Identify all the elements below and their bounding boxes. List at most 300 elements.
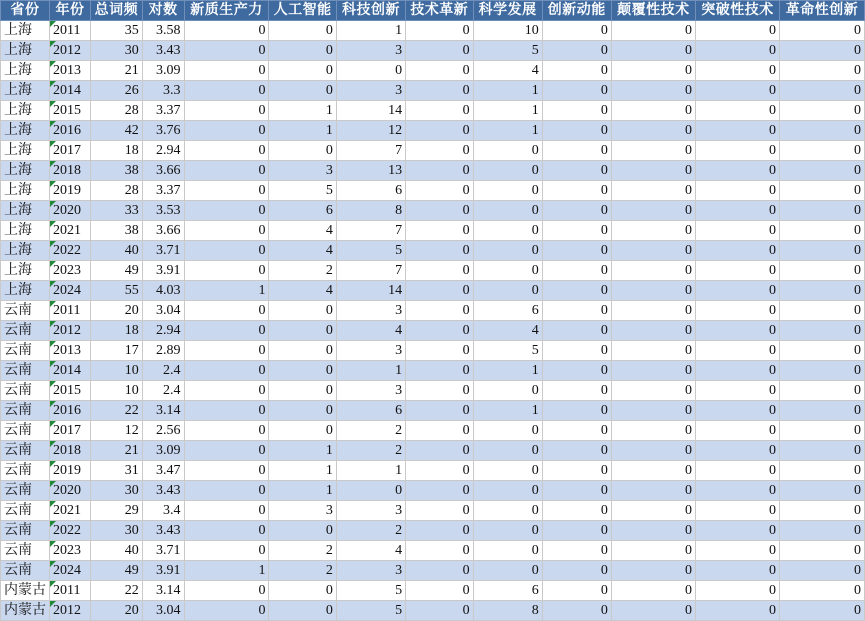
cell-value[interactable]: 0 [473,381,542,401]
cell-value[interactable]: 3.3 [142,81,184,101]
cell-value[interactable]: 14 [336,281,405,301]
cell-value[interactable]: 0 [780,521,865,541]
cell-value[interactable]: 0 [611,521,695,541]
cell-year[interactable]: 2012 [50,601,91,621]
cell-value[interactable]: 0 [406,21,473,41]
cell-province[interactable]: 上海 [1,201,50,221]
cell-value[interactable]: 0 [695,301,779,321]
cell-value[interactable]: 30 [90,481,142,501]
cell-province[interactable]: 上海 [1,241,50,261]
cell-value[interactable]: 0 [406,101,473,121]
cell-value[interactable]: 0 [542,361,611,381]
cell-value[interactable]: 49 [90,261,142,281]
cell-year[interactable]: 2019 [50,461,91,481]
cell-year[interactable]: 2016 [50,121,91,141]
cell-year[interactable]: 2019 [50,181,91,201]
cell-value[interactable]: 0 [184,101,269,121]
cell-value[interactable]: 0 [695,221,779,241]
cell-value[interactable]: 0 [406,561,473,581]
cell-value[interactable]: 6 [336,181,405,201]
cell-value[interactable]: 0 [780,541,865,561]
cell-value[interactable]: 0 [542,141,611,161]
cell-value[interactable]: 3.71 [142,541,184,561]
cell-value[interactable]: 18 [90,141,142,161]
cell-value[interactable]: 0 [406,61,473,81]
cell-value[interactable]: 0 [184,221,269,241]
cell-province[interactable]: 云南 [1,421,50,441]
cell-value[interactable]: 3.04 [142,301,184,321]
cell-value[interactable]: 0 [611,401,695,421]
cell-value[interactable]: 0 [542,601,611,621]
cell-value[interactable]: 29 [90,501,142,521]
cell-value[interactable]: 0 [473,241,542,261]
cell-value[interactable]: 0 [695,561,779,581]
cell-value[interactable]: 20 [90,601,142,621]
cell-value[interactable]: 0 [473,501,542,521]
cell-province[interactable]: 云南 [1,401,50,421]
cell-value[interactable]: 3.09 [142,441,184,461]
cell-value[interactable]: 0 [695,601,779,621]
cell-value[interactable]: 0 [611,161,695,181]
cell-value[interactable]: 0 [695,361,779,381]
cell-value[interactable]: 0 [780,81,865,101]
cell-value[interactable]: 2.56 [142,421,184,441]
cell-value[interactable]: 0 [473,221,542,241]
cell-value[interactable]: 6 [336,401,405,421]
cell-value[interactable]: 0 [695,181,779,201]
cell-value[interactable]: 21 [90,61,142,81]
cell-value[interactable]: 3.43 [142,521,184,541]
cell-value[interactable]: 0 [184,481,269,501]
cell-value[interactable]: 0 [184,321,269,341]
cell-value[interactable]: 0 [406,461,473,481]
cell-value[interactable]: 0 [780,461,865,481]
cell-value[interactable]: 0 [542,461,611,481]
cell-year[interactable]: 2020 [50,481,91,501]
cell-year[interactable]: 2013 [50,341,91,361]
cell-value[interactable]: 0 [406,121,473,141]
cell-value[interactable]: 0 [406,581,473,601]
cell-value[interactable]: 0 [695,421,779,441]
cell-value[interactable]: 8 [336,201,405,221]
header-year[interactable]: 年份 [50,1,91,21]
header-province[interactable]: 省份 [1,1,50,21]
cell-province[interactable]: 云南 [1,361,50,381]
cell-province[interactable]: 内蒙古 [1,601,50,621]
cell-value[interactable]: 0 [542,221,611,241]
cell-value[interactable]: 3 [336,41,405,61]
cell-value[interactable]: 0 [695,61,779,81]
cell-value[interactable]: 0 [473,481,542,501]
cell-value[interactable]: 0 [336,481,405,501]
cell-value[interactable]: 2 [336,421,405,441]
cell-year[interactable]: 2015 [50,101,91,121]
cell-value[interactable]: 2 [269,541,336,561]
cell-value[interactable]: 0 [184,461,269,481]
cell-value[interactable]: 3.4 [142,501,184,521]
cell-province[interactable]: 上海 [1,61,50,81]
cell-value[interactable]: 1 [184,561,269,581]
cell-value[interactable]: 0 [406,501,473,521]
cell-value[interactable]: 3 [336,81,405,101]
cell-value[interactable]: 6 [269,201,336,221]
cell-value[interactable]: 0 [695,81,779,101]
cell-value[interactable]: 3.91 [142,561,184,581]
cell-value[interactable]: 2.94 [142,141,184,161]
cell-value[interactable]: 28 [90,181,142,201]
cell-value[interactable]: 0 [184,141,269,161]
cell-value[interactable]: 0 [473,181,542,201]
cell-value[interactable]: 0 [184,161,269,181]
cell-value[interactable]: 0 [406,281,473,301]
cell-value[interactable]: 3.09 [142,61,184,81]
cell-value[interactable]: 0 [184,81,269,101]
cell-value[interactable]: 0 [611,481,695,501]
cell-value[interactable]: 0 [406,41,473,61]
cell-value[interactable]: 10 [473,21,542,41]
cell-value[interactable]: 40 [90,241,142,261]
cell-value[interactable]: 1 [269,441,336,461]
cell-value[interactable]: 33 [90,201,142,221]
cell-value[interactable]: 0 [611,41,695,61]
cell-value[interactable]: 49 [90,561,142,581]
cell-value[interactable]: 4 [269,241,336,261]
cell-year[interactable]: 2012 [50,41,91,61]
cell-province[interactable]: 上海 [1,221,50,241]
cell-province[interactable]: 上海 [1,261,50,281]
cell-value[interactable]: 0 [542,281,611,301]
cell-province[interactable]: 上海 [1,181,50,201]
cell-value[interactable]: 0 [695,281,779,301]
cell-value[interactable]: 38 [90,161,142,181]
cell-value[interactable]: 0 [695,541,779,561]
cell-province[interactable]: 云南 [1,541,50,561]
cell-value[interactable]: 0 [184,401,269,421]
cell-value[interactable]: 4 [269,281,336,301]
cell-province[interactable]: 上海 [1,141,50,161]
cell-year[interactable]: 2017 [50,141,91,161]
header-revolutionary-innovation[interactable]: 革命性创新 [780,1,865,21]
cell-value[interactable]: 0 [780,401,865,421]
cell-value[interactable]: 0 [542,41,611,61]
cell-value[interactable]: 0 [473,461,542,481]
cell-value[interactable]: 0 [611,501,695,521]
cell-value[interactable]: 40 [90,541,142,561]
header-innovation-momentum[interactable]: 创新动能 [542,1,611,21]
cell-value[interactable]: 0 [611,601,695,621]
cell-value[interactable]: 0 [473,281,542,301]
cell-value[interactable]: 0 [473,521,542,541]
cell-value[interactable]: 0 [780,561,865,581]
cell-value[interactable]: 0 [269,421,336,441]
cell-value[interactable]: 1 [269,461,336,481]
cell-value[interactable]: 30 [90,41,142,61]
cell-value[interactable]: 1 [473,121,542,141]
cell-value[interactable]: 0 [611,301,695,321]
cell-year[interactable]: 2020 [50,201,91,221]
cell-value[interactable]: 7 [336,221,405,241]
cell-province[interactable]: 上海 [1,81,50,101]
cell-value[interactable]: 0 [611,81,695,101]
cell-value[interactable]: 0 [611,281,695,301]
cell-value[interactable]: 0 [611,141,695,161]
cell-value[interactable]: 0 [184,61,269,81]
cell-value[interactable]: 3.04 [142,601,184,621]
cell-value[interactable]: 6 [473,581,542,601]
cell-value[interactable]: 0 [406,521,473,541]
cell-value[interactable]: 0 [336,61,405,81]
cell-province[interactable]: 云南 [1,441,50,461]
cell-value[interactable]: 0 [542,481,611,501]
cell-value[interactable]: 35 [90,21,142,41]
cell-value[interactable]: 0 [406,301,473,321]
cell-value[interactable]: 0 [406,401,473,421]
cell-value[interactable]: 0 [184,41,269,61]
cell-value[interactable]: 0 [780,481,865,501]
cell-value[interactable]: 1 [473,81,542,101]
cell-value[interactable]: 20 [90,301,142,321]
cell-value[interactable]: 3 [336,501,405,521]
cell-value[interactable]: 0 [542,181,611,201]
cell-value[interactable]: 0 [695,201,779,221]
cell-value[interactable]: 1 [473,361,542,381]
cell-year[interactable]: 2011 [50,581,91,601]
cell-year[interactable]: 2014 [50,81,91,101]
cell-value[interactable]: 0 [780,141,865,161]
header-log[interactable]: 对数 [142,1,184,21]
cell-value[interactable]: 0 [611,221,695,241]
cell-value[interactable]: 0 [184,201,269,221]
cell-value[interactable]: 2 [269,561,336,581]
cell-value[interactable]: 0 [542,541,611,561]
cell-value[interactable]: 0 [695,101,779,121]
cell-value[interactable]: 1 [336,21,405,41]
cell-value[interactable]: 0 [780,441,865,461]
cell-value[interactable]: 0 [184,341,269,361]
header-new-quality-productivity[interactable]: 新质生产力 [184,1,269,21]
cell-value[interactable]: 1 [269,481,336,501]
cell-value[interactable]: 0 [269,361,336,381]
cell-value[interactable]: 0 [184,581,269,601]
cell-year[interactable]: 2018 [50,441,91,461]
cell-value[interactable]: 0 [780,321,865,341]
cell-province[interactable]: 云南 [1,521,50,541]
cell-value[interactable]: 42 [90,121,142,141]
cell-value[interactable]: 0 [269,401,336,421]
cell-value[interactable]: 0 [611,181,695,201]
cell-value[interactable]: 0 [406,181,473,201]
cell-value[interactable]: 3 [336,301,405,321]
cell-value[interactable]: 0 [611,241,695,261]
cell-value[interactable]: 0 [269,21,336,41]
cell-province[interactable]: 云南 [1,321,50,341]
cell-value[interactable]: 3.91 [142,261,184,281]
cell-value[interactable]: 7 [336,141,405,161]
cell-value[interactable]: 0 [695,501,779,521]
cell-value[interactable]: 0 [780,341,865,361]
cell-province[interactable]: 上海 [1,121,50,141]
cell-value[interactable]: 0 [695,341,779,361]
cell-value[interactable]: 0 [695,121,779,141]
cell-value[interactable]: 0 [611,261,695,281]
cell-value[interactable]: 0 [780,261,865,281]
cell-value[interactable]: 0 [780,21,865,41]
cell-value[interactable]: 0 [184,181,269,201]
cell-value[interactable]: 0 [542,21,611,41]
cell-province[interactable]: 云南 [1,561,50,581]
cell-value[interactable]: 0 [406,541,473,561]
cell-value[interactable]: 10 [90,381,142,401]
cell-value[interactable]: 10 [90,361,142,381]
cell-value[interactable]: 0 [611,341,695,361]
cell-value[interactable]: 1 [473,401,542,421]
cell-value[interactable]: 0 [542,101,611,121]
cell-province[interactable]: 上海 [1,161,50,181]
cell-value[interactable]: 4 [336,321,405,341]
cell-value[interactable]: 14 [336,101,405,121]
cell-value[interactable]: 0 [780,361,865,381]
cell-value[interactable]: 31 [90,461,142,481]
cell-value[interactable]: 0 [473,561,542,581]
header-sci-development[interactable]: 科学发展 [473,1,542,21]
cell-year[interactable]: 2017 [50,421,91,441]
cell-value[interactable]: 3.58 [142,21,184,41]
cell-value[interactable]: 22 [90,401,142,421]
cell-province[interactable]: 内蒙古 [1,581,50,601]
cell-value[interactable]: 2 [269,261,336,281]
cell-value[interactable]: 0 [473,421,542,441]
cell-value[interactable]: 0 [780,501,865,521]
cell-value[interactable]: 0 [542,501,611,521]
cell-value[interactable]: 1 [336,461,405,481]
cell-value[interactable]: 28 [90,101,142,121]
cell-value[interactable]: 21 [90,441,142,461]
cell-province[interactable]: 云南 [1,341,50,361]
cell-value[interactable]: 0 [780,161,865,181]
cell-value[interactable]: 0 [542,581,611,601]
cell-value[interactable]: 0 [269,341,336,361]
cell-year[interactable]: 2024 [50,281,91,301]
cell-value[interactable]: 0 [406,261,473,281]
cell-value[interactable]: 0 [611,541,695,561]
cell-value[interactable]: 0 [184,241,269,261]
cell-value[interactable]: 5 [473,41,542,61]
cell-value[interactable]: 3.37 [142,181,184,201]
cell-value[interactable]: 0 [780,121,865,141]
cell-value[interactable]: 0 [184,601,269,621]
cell-value[interactable]: 0 [542,421,611,441]
cell-value[interactable]: 0 [611,21,695,41]
cell-value[interactable]: 1 [269,121,336,141]
cell-value[interactable]: 5 [269,181,336,201]
cell-year[interactable]: 2024 [50,561,91,581]
cell-value[interactable]: 4 [473,321,542,341]
cell-value[interactable]: 0 [473,441,542,461]
cell-value[interactable]: 0 [542,521,611,541]
cell-value[interactable]: 0 [695,381,779,401]
cell-value[interactable]: 0 [695,241,779,261]
cell-value[interactable]: 0 [542,301,611,321]
header-total-frequency[interactable]: 总词频 [90,1,142,21]
cell-value[interactable]: 0 [542,121,611,141]
cell-value[interactable]: 0 [780,281,865,301]
cell-value[interactable]: 0 [695,581,779,601]
cell-value[interactable]: 0 [406,141,473,161]
cell-value[interactable]: 0 [542,161,611,181]
cell-value[interactable]: 0 [269,141,336,161]
cell-value[interactable]: 0 [611,101,695,121]
cell-year[interactable]: 2013 [50,61,91,81]
cell-value[interactable]: 0 [406,341,473,361]
cell-value[interactable]: 12 [336,121,405,141]
cell-year[interactable]: 2014 [50,361,91,381]
cell-value[interactable]: 1 [473,101,542,121]
cell-value[interactable]: 0 [542,201,611,221]
cell-value[interactable]: 0 [184,521,269,541]
cell-value[interactable]: 0 [269,521,336,541]
cell-province[interactable]: 上海 [1,41,50,61]
cell-value[interactable]: 0 [542,441,611,461]
cell-value[interactable]: 8 [473,601,542,621]
cell-value[interactable]: 0 [611,561,695,581]
cell-value[interactable]: 0 [473,201,542,221]
cell-province[interactable]: 上海 [1,281,50,301]
cell-province[interactable]: 云南 [1,461,50,481]
cell-value[interactable]: 12 [90,421,142,441]
cell-value[interactable]: 2.94 [142,321,184,341]
cell-value[interactable]: 0 [611,201,695,221]
cell-value[interactable]: 0 [473,261,542,281]
cell-value[interactable]: 0 [695,481,779,501]
cell-value[interactable]: 0 [611,61,695,81]
cell-value[interactable]: 3 [336,381,405,401]
cell-province[interactable]: 云南 [1,501,50,521]
cell-value[interactable]: 0 [780,61,865,81]
cell-province[interactable]: 云南 [1,301,50,321]
cell-value[interactable]: 0 [184,441,269,461]
cell-value[interactable]: 3 [269,161,336,181]
cell-value[interactable]: 0 [406,81,473,101]
cell-value[interactable]: 0 [406,441,473,461]
cell-province[interactable]: 上海 [1,101,50,121]
cell-value[interactable]: 1 [184,281,269,301]
cell-value[interactable]: 0 [269,381,336,401]
cell-value[interactable]: 0 [611,581,695,601]
cell-value[interactable]: 3.43 [142,41,184,61]
cell-year[interactable]: 2022 [50,241,91,261]
cell-value[interactable]: 0 [542,381,611,401]
cell-value[interactable]: 0 [780,421,865,441]
cell-value[interactable]: 0 [406,481,473,501]
cell-value[interactable]: 2.89 [142,341,184,361]
cell-value[interactable]: 0 [780,221,865,241]
cell-value[interactable]: 0 [611,381,695,401]
cell-value[interactable]: 13 [336,161,405,181]
cell-year[interactable]: 2012 [50,321,91,341]
cell-value[interactable]: 0 [473,541,542,561]
cell-year[interactable]: 2011 [50,21,91,41]
cell-value[interactable]: 0 [695,321,779,341]
cell-value[interactable]: 1 [269,101,336,121]
cell-value[interactable]: 0 [184,301,269,321]
cell-value[interactable]: 5 [336,581,405,601]
cell-value[interactable]: 0 [473,161,542,181]
cell-value[interactable]: 1 [336,361,405,381]
cell-value[interactable]: 0 [780,241,865,261]
cell-value[interactable]: 0 [695,461,779,481]
cell-value[interactable]: 0 [695,441,779,461]
cell-year[interactable]: 2011 [50,301,91,321]
